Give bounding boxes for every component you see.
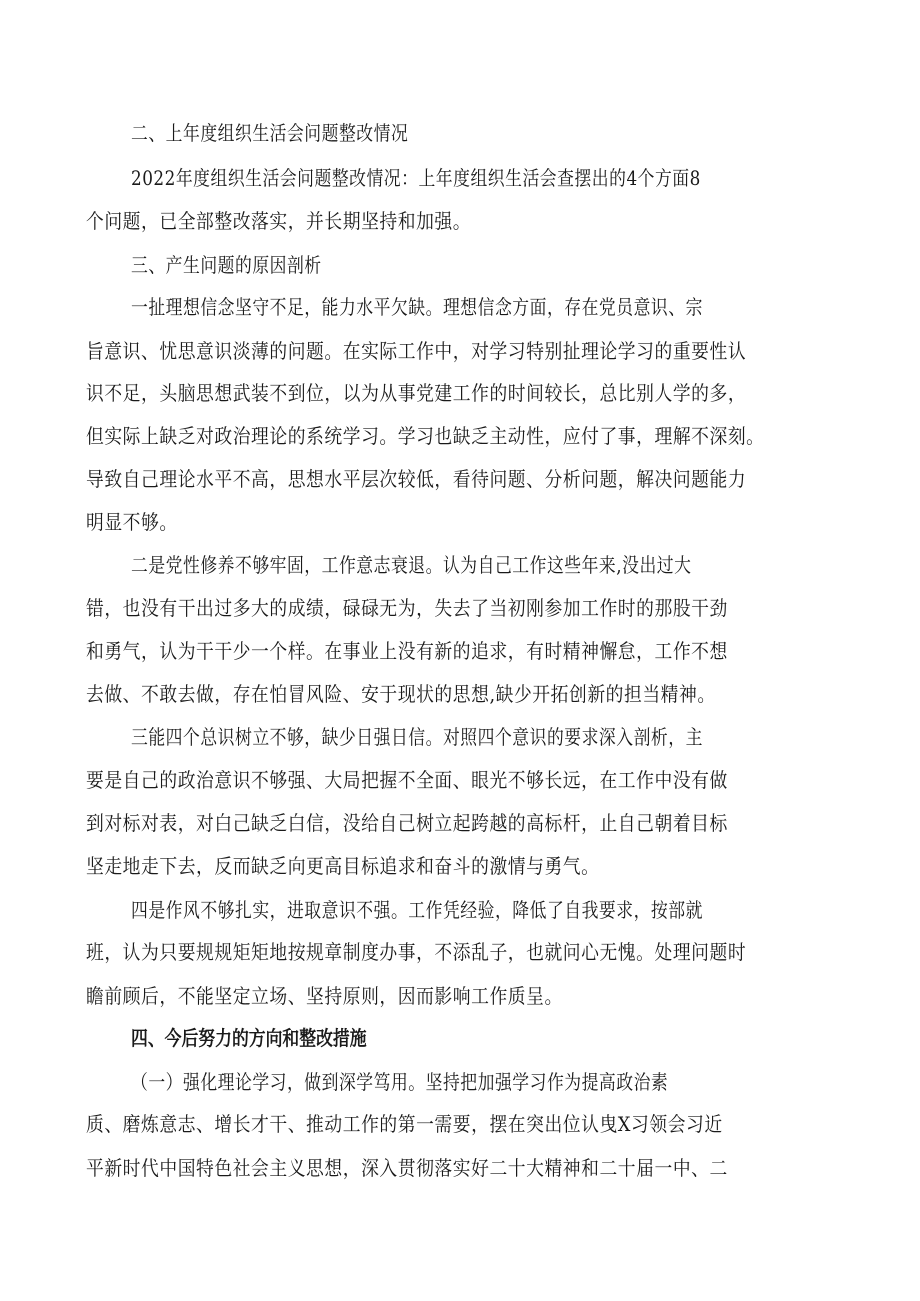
paragraph-line: 识不足，头脑思想武装不到位，以为从事党建工作的时间较长，总比别人学的多，: [86, 381, 747, 405]
paragraph-line: 平新时代中国特色社会主义思想，深入贯彻落实好二十大精神和二十届一中、二: [86, 1156, 728, 1180]
paragraph-line: 导致自己理论水平不高，思想水平层次较低，看待问题、分析问题，解决问题能力: [86, 467, 747, 491]
paragraph-line: （一）强化理论学习，做到深学笃用。坚持把加强学习作为提高政治素: [131, 1070, 669, 1094]
section-heading-3: 三、产生问题的原因剖析: [131, 253, 322, 277]
paragraph-line: 到对标对表，对白己缺乏白信，没给自己树立起跨越的高标杆，止自己朝着目标: [86, 811, 728, 835]
paragraph-line: 明显不够。: [86, 510, 178, 534]
section-heading-2: 二、上年度组织生活会问题整改情况: [131, 121, 409, 145]
paragraph-line: 质、磨炼意志、增长才干、推动工作的第一需要，摆在突出位认曳X习领会习近: [86, 1112, 723, 1136]
paragraph-line: 二是党性修养不够牢固，工作意志衰退。认为自己工作这些年来,没出过大: [131, 553, 692, 577]
paragraph-line: 但实际上缺乏对政治理论的系统学习。学习也缺乏主动性，应付了事，理解不深刻。: [86, 424, 765, 448]
paragraph-line: 2022年度组织生活会问题整改情况：上年度组织生活会查摆出的4个方面8: [131, 166, 701, 190]
paragraph-line: 瞻前顾后，不能坚定立场、坚持原则，因而影响工作质呈。: [86, 984, 563, 1008]
paragraph-line: 三能四个总识树立不够，缺少日强日信。对照四个意识的要求深入剖析，主: [131, 725, 703, 749]
paragraph-line: 和勇气，认为干干少一个样。在事业上没有新的追求，有时精神懈怠，工作不想: [86, 639, 728, 663]
section-heading-4: 四、今后努力的方向和整改措施: [131, 1026, 367, 1050]
paragraph-line: 坚走地走下去，反而缺乏向更高目标追求和奋斗的激情与勇气。: [86, 854, 600, 878]
paragraph-line: 班，认为只要规规矩矩地按规章制度办事，不添乱子，也就问心无愧。处理问题时: [86, 940, 747, 964]
paragraph-line: 去做、不敢去做，存在怕冒风险、安于现状的思想,缺少开拓创新的担当精神。: [86, 682, 716, 706]
paragraph-line: 旨意识、忧思意识淡薄的问题。在实际工作中，对学习特别扯理论学习的重要性认: [86, 339, 747, 363]
paragraph-line: 个问题，已全部整改落实，并长期坚持和加强。: [86, 209, 472, 233]
paragraph-line: 四是作风不够扎实，进取意识不强。工作凭经验，降低了自我要求，按部就: [131, 898, 703, 922]
paragraph-line: 错，也没有干出过多大的成绩，碌碌无为，失去了当初刚参加工作时的那股干劲: [86, 596, 728, 620]
paragraph-line: 要是自己的政治意识不够强、大局把握不全面、眼光不够长远，在工作中没有做: [86, 768, 728, 792]
paragraph-line: 一扯理想信念坚守不足，能力水平欠缺。理想信念方面，存在党员意识、宗: [131, 295, 703, 319]
